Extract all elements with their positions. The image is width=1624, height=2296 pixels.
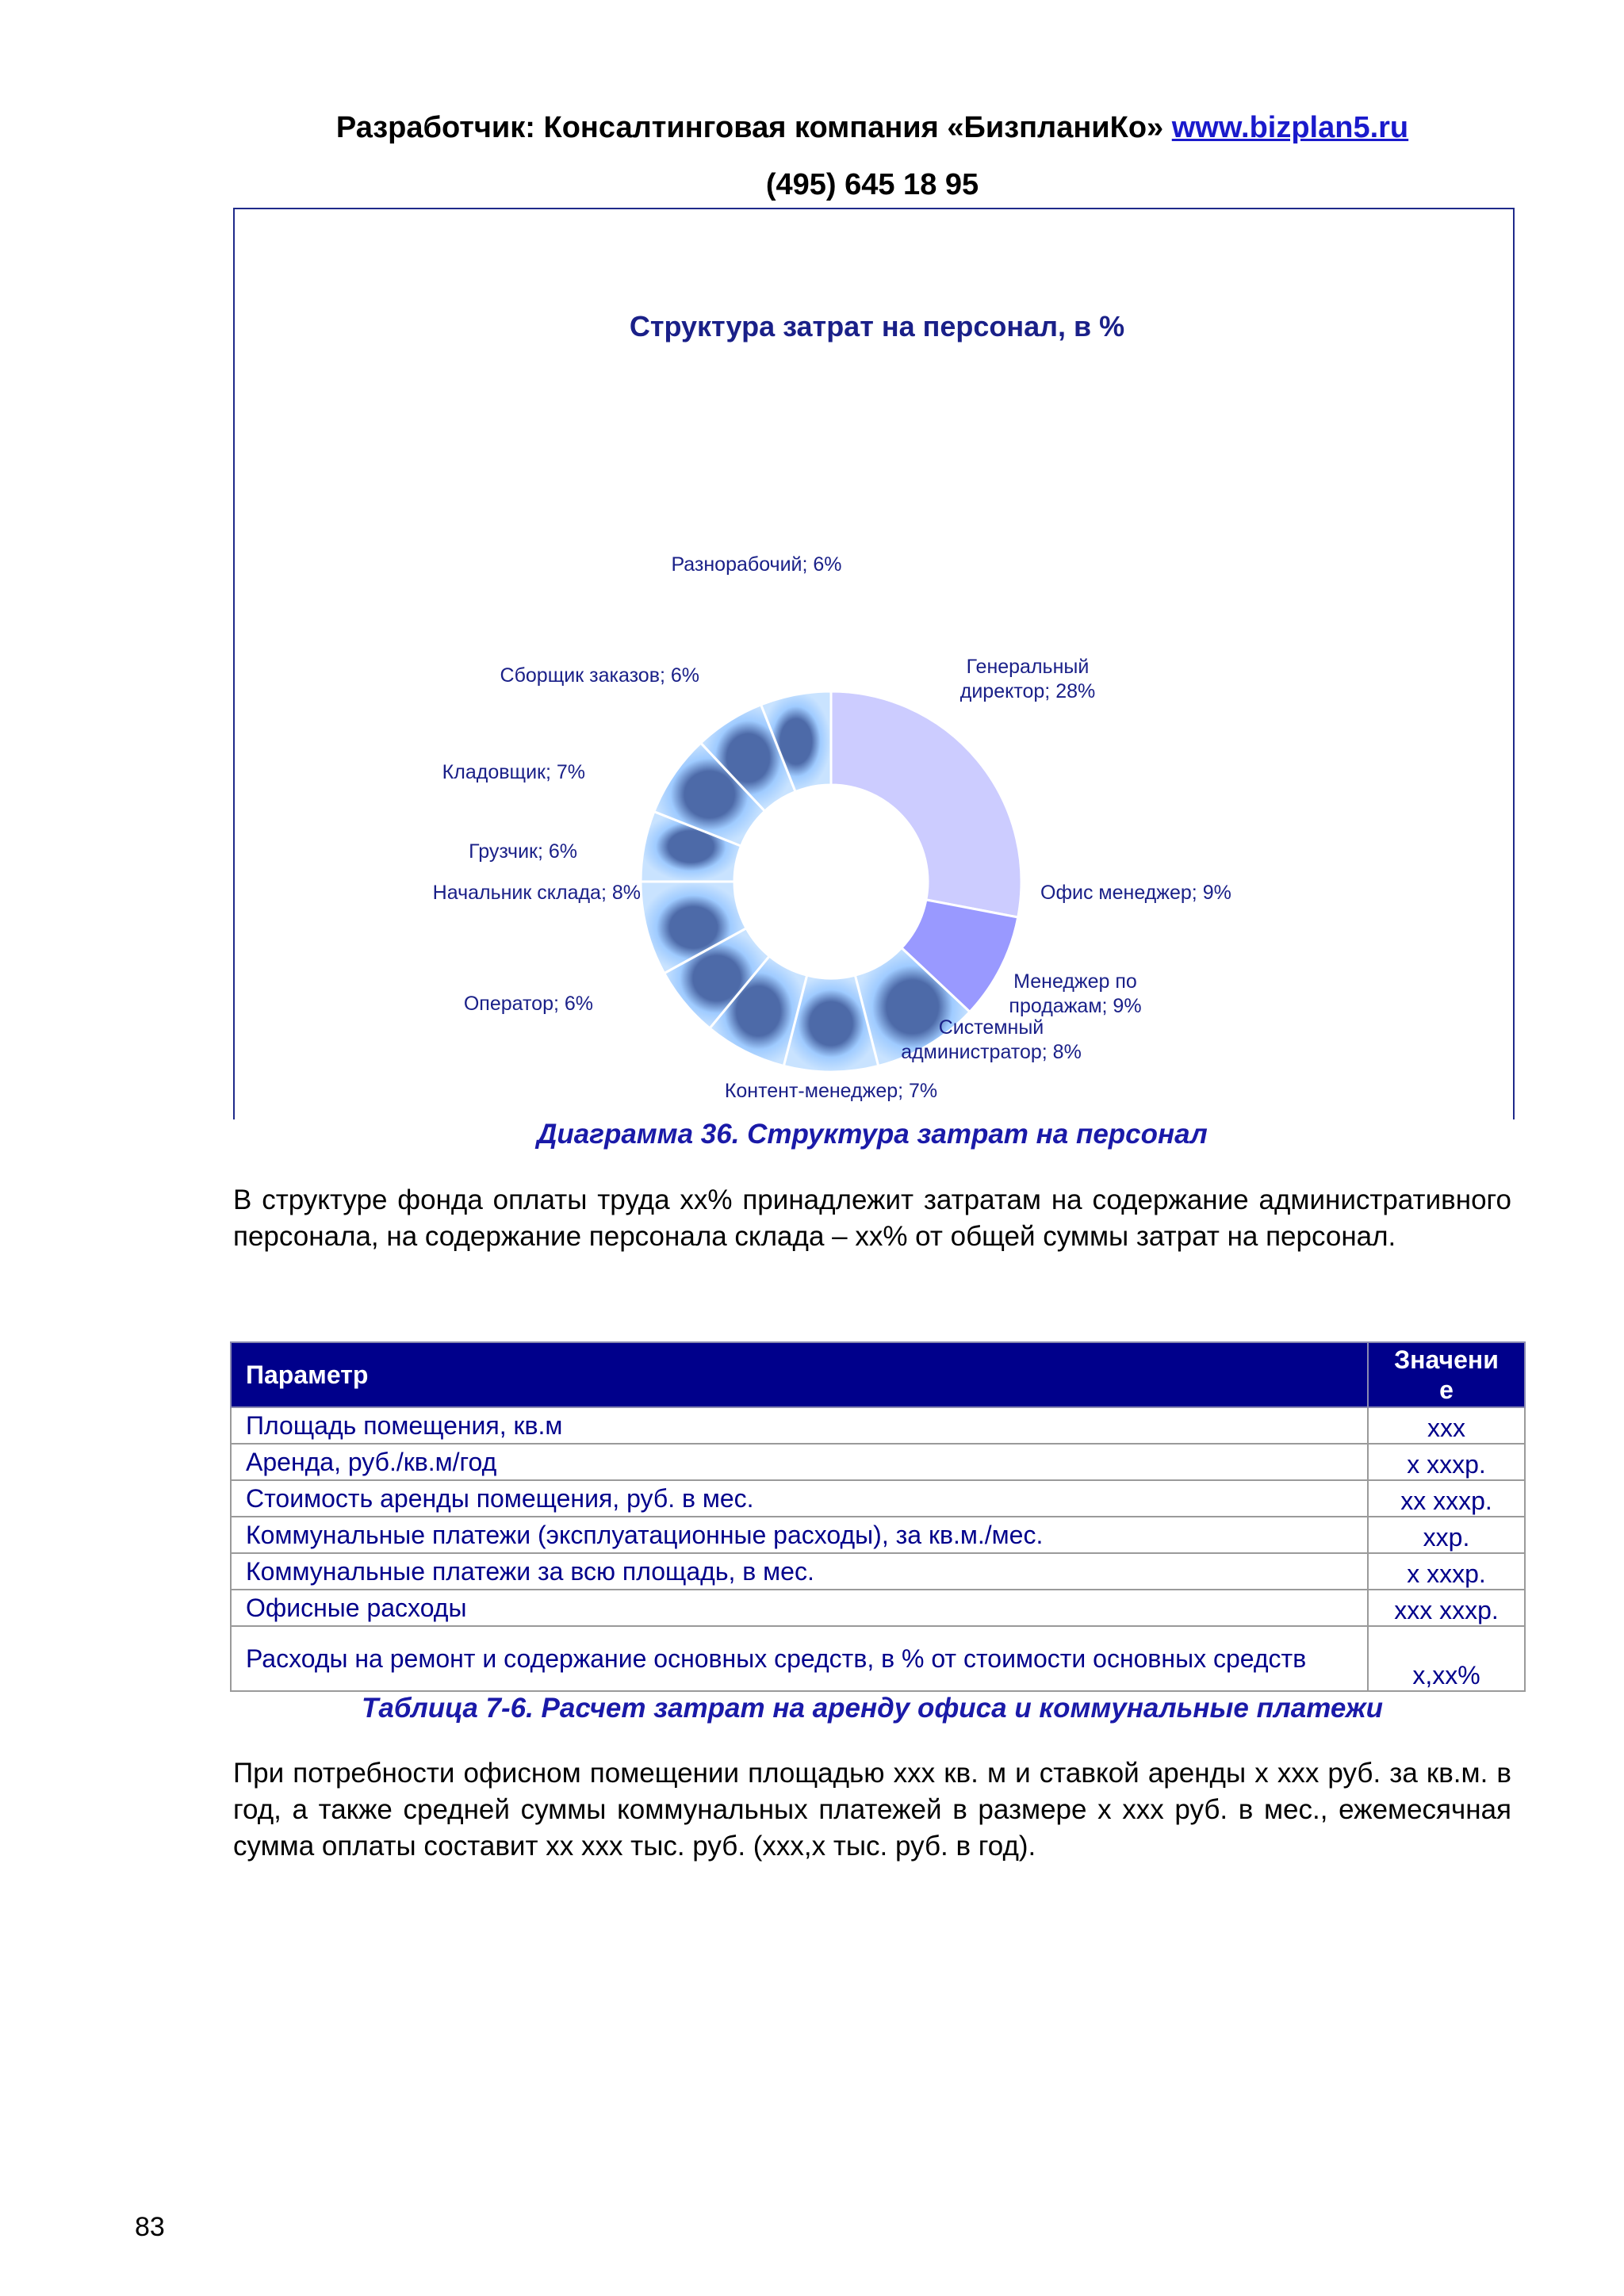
slice-label-9: Кладовщик; 7% bbox=[442, 761, 585, 783]
cell-param: Аренда, руб./кв.м/год bbox=[231, 1444, 1368, 1480]
cell-param: Офисные расходы bbox=[231, 1590, 1368, 1626]
chart-frame bbox=[233, 208, 1515, 1119]
slice-label-11: Разнорабочий; 6% bbox=[671, 553, 842, 576]
slice-1 bbox=[831, 691, 1021, 917]
developer-text: Разработчик: Консалтинговая компания «БизпланиКо» bbox=[335, 111, 1164, 144]
paragraph-1: В структуре фонда оплаты труда хх% принадлежит затратам на содержание административного персонала, на содержание персонала склада – хх% от общей суммы затрат на персонал. bbox=[233, 1184, 1511, 1252]
slice-label-4: Системный администратор; 8% bbox=[901, 1016, 1082, 1063]
cell-value: ххх bbox=[1368, 1407, 1525, 1444]
header-developer bbox=[0, 111, 1624, 145]
table-row bbox=[231, 1590, 1525, 1626]
chart-title: Структура затрат на персонал, в % bbox=[629, 310, 1125, 342]
slice-label-6: Оператор; 6% bbox=[463, 993, 593, 1015]
rent-table bbox=[230, 1341, 1526, 1692]
slice-label-3: Менеджер по продажам; 9% bbox=[1009, 970, 1142, 1017]
header-phone: (495) 645 18 95 bbox=[765, 168, 979, 201]
cell-value: ххр. bbox=[1368, 1517, 1525, 1553]
slice-label-1: Генеральный директор; 28% bbox=[959, 656, 1096, 702]
doughnut-chart bbox=[235, 209, 1513, 1119]
cell-param: Площадь помещения, кв.м bbox=[231, 1407, 1368, 1444]
cell-value: хх хххр. bbox=[1368, 1480, 1525, 1517]
site-link[interactable]: www.bizplan5.ru bbox=[1171, 111, 1409, 144]
table-row bbox=[231, 1480, 1525, 1517]
table-row bbox=[231, 1444, 1525, 1480]
paragraph-2: При потребности офисном помещении площадью ххх кв. м и ставкой аренды х ххх руб. за кв.м. в год, а также средней суммы коммунальных платежей в размере х ххх руб. в мес., ежемесячная сумма оплаты составит хх ххх тыс. руб. (ххх,х тыс. руб. в год). bbox=[233, 1758, 1511, 1862]
slice-label-5: Контент-менеджер; 7% bbox=[724, 1080, 938, 1102]
cell-param: Коммунальные платежи (эксплуатационные расходы), за кв.м./мес. bbox=[231, 1517, 1368, 1553]
cell-value: х хххр. bbox=[1368, 1553, 1525, 1590]
table-caption: Таблица 7-6. Расчет затрат на аренду офиса и коммунальные платежи bbox=[361, 1693, 1384, 1724]
cell-param: Расходы на ремонт и содержание основных средств, в % от стоимости основных средств bbox=[231, 1626, 1368, 1691]
header-value: Значени е bbox=[1368, 1342, 1525, 1407]
cell-param: Коммунальные платежи за всю площадь, в мес. bbox=[231, 1553, 1368, 1590]
table-row bbox=[231, 1407, 1525, 1444]
cell-value: ххх хххр. bbox=[1368, 1590, 1525, 1626]
page-number: 83 bbox=[135, 2212, 165, 2242]
table-row bbox=[231, 1626, 1525, 1691]
slice-label-8: Грузчик; 6% bbox=[469, 840, 577, 863]
diagram-caption: Диаграмма 36. Структура затрат на персонал bbox=[537, 1119, 1208, 1150]
header-param: Параметр bbox=[231, 1342, 1368, 1407]
cell-value: х хххр. bbox=[1368, 1444, 1525, 1480]
cell-value: х,хх% bbox=[1368, 1626, 1525, 1691]
cell-param: Стоимость аренды помещения, руб. в мес. bbox=[231, 1480, 1368, 1517]
slice-label-10: Сборщик заказов; 6% bbox=[500, 664, 699, 687]
slice-label-2: Офис менеджер; 9% bbox=[1040, 882, 1231, 904]
slice-label-7: Начальник склада; 8% bbox=[432, 882, 641, 904]
table-row bbox=[231, 1517, 1525, 1553]
table-row bbox=[231, 1553, 1525, 1590]
table-header-row bbox=[231, 1342, 1525, 1407]
